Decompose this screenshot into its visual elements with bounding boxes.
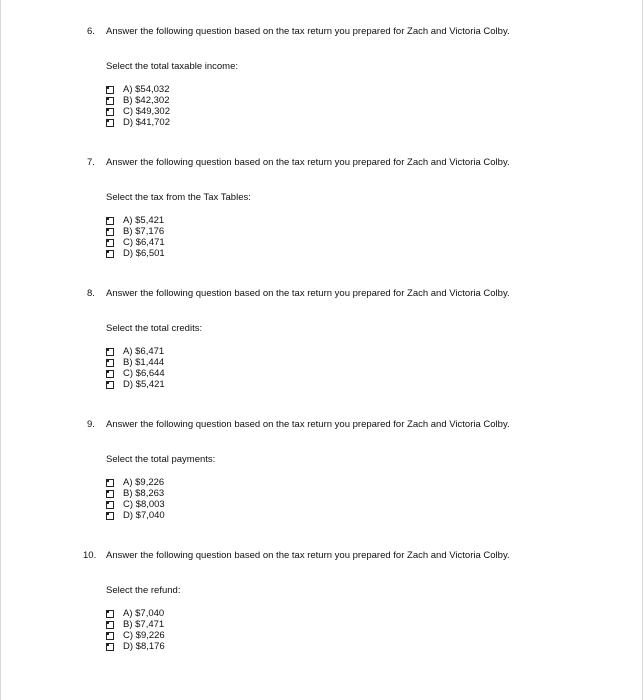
answer-option-b[interactable] — [106, 95, 170, 106]
answer-options — [106, 346, 165, 390]
checkbox-icon[interactable] — [106, 512, 114, 520]
option-label: B) $7,471 — [123, 619, 165, 630]
option-label: D) $5,421 — [123, 379, 165, 390]
answer-option-b[interactable] — [106, 488, 165, 499]
checkbox-icon[interactable] — [106, 97, 114, 105]
question-prompt: Select the total credits: — [106, 323, 203, 334]
option-label: C) $49,302 — [123, 106, 171, 117]
answer-option-a[interactable] — [106, 215, 165, 226]
question-text: Answer the following question based on the tax return you prepared for Zach and Victoria Colby. — [106, 288, 510, 299]
question-text: Answer the following question based on the tax return you prepared for Zach and Victoria Colby. — [106, 157, 510, 168]
option-label: C) $6,644 — [123, 368, 165, 379]
question-number: 10. — [83, 550, 97, 561]
option-label: C) $6,471 — [123, 237, 165, 248]
answer-option-c[interactable] — [106, 237, 165, 248]
answer-options — [106, 215, 165, 259]
option-label: A) $6,471 — [123, 346, 165, 357]
checkbox-icon[interactable] — [106, 381, 114, 389]
checkbox-icon[interactable] — [106, 86, 114, 94]
checkbox-icon[interactable] — [106, 490, 114, 498]
answer-option-a[interactable] — [106, 477, 165, 488]
option-label: A) $7,040 — [123, 608, 165, 619]
checkbox-icon[interactable] — [106, 501, 114, 509]
option-label: B) $42,302 — [123, 95, 170, 106]
checkbox-icon[interactable] — [106, 621, 114, 629]
answer-option-b[interactable] — [106, 619, 165, 630]
answer-options — [106, 477, 165, 521]
option-label: C) $9,226 — [123, 630, 165, 641]
answer-option-b[interactable] — [106, 357, 165, 368]
checkbox-icon[interactable] — [106, 108, 114, 116]
option-label: D) $7,040 — [123, 510, 165, 521]
question-prompt: Select the total taxable income: — [106, 61, 239, 72]
answer-option-c[interactable] — [106, 499, 165, 510]
checkbox-icon[interactable] — [106, 610, 114, 618]
option-label: C) $8,003 — [123, 499, 165, 510]
checkbox-icon[interactable] — [106, 479, 114, 487]
answer-options — [106, 608, 165, 652]
answer-option-d[interactable] — [106, 379, 165, 390]
answer-option-d[interactable] — [106, 117, 170, 128]
answer-option-a[interactable] — [106, 608, 165, 619]
option-label: B) $1,444 — [123, 357, 165, 368]
question-number: 7. — [87, 157, 95, 168]
answer-option-c[interactable] — [106, 106, 170, 117]
question-prompt: Select the total payments: — [106, 454, 216, 465]
option-label: D) $41,702 — [123, 117, 171, 128]
answer-option-d[interactable] — [106, 510, 165, 521]
question-number: 9. — [87, 419, 95, 430]
question-text: Answer the following question based on the tax return you prepared for Zach and Victoria Colby. — [106, 419, 510, 430]
option-label: A) $5,421 — [123, 215, 165, 226]
question-text: Answer the following question based on the tax return you prepared for Zach and Victoria Colby. — [106, 26, 510, 37]
checkbox-icon[interactable] — [106, 250, 114, 258]
checkbox-icon[interactable] — [106, 119, 114, 127]
answer-option-b[interactable] — [106, 226, 165, 237]
checkbox-icon[interactable] — [106, 348, 114, 356]
option-label: D) $8,176 — [123, 641, 165, 652]
checkbox-icon[interactable] — [106, 632, 114, 640]
answer-option-a[interactable] — [106, 84, 170, 95]
checkbox-icon[interactable] — [106, 370, 114, 378]
checkbox-icon[interactable] — [106, 643, 114, 651]
question-number: 8. — [87, 288, 95, 299]
option-label: A) $9,226 — [123, 477, 165, 488]
checkbox-icon[interactable] — [106, 359, 114, 367]
option-label: B) $7,176 — [123, 226, 165, 237]
answer-option-c[interactable] — [106, 630, 165, 641]
answer-option-a[interactable] — [106, 346, 165, 357]
option-label: D) $6,501 — [123, 248, 165, 259]
question-number: 6. — [87, 26, 95, 37]
question-text: Answer the following question based on the tax return you prepared for Zach and Victoria Colby. — [106, 550, 510, 561]
question-prompt: Select the refund: — [106, 585, 181, 596]
question-prompt: Select the tax from the Tax Tables: — [106, 192, 251, 203]
answer-option-d[interactable] — [106, 641, 165, 652]
answer-option-c[interactable] — [106, 368, 165, 379]
option-label: B) $8,263 — [123, 488, 165, 499]
checkbox-icon[interactable] — [106, 239, 114, 247]
answer-option-d[interactable] — [106, 248, 165, 259]
option-label: A) $54,032 — [123, 84, 170, 95]
answer-options — [106, 84, 170, 128]
checkbox-icon[interactable] — [106, 228, 114, 236]
checkbox-icon[interactable] — [106, 217, 114, 225]
